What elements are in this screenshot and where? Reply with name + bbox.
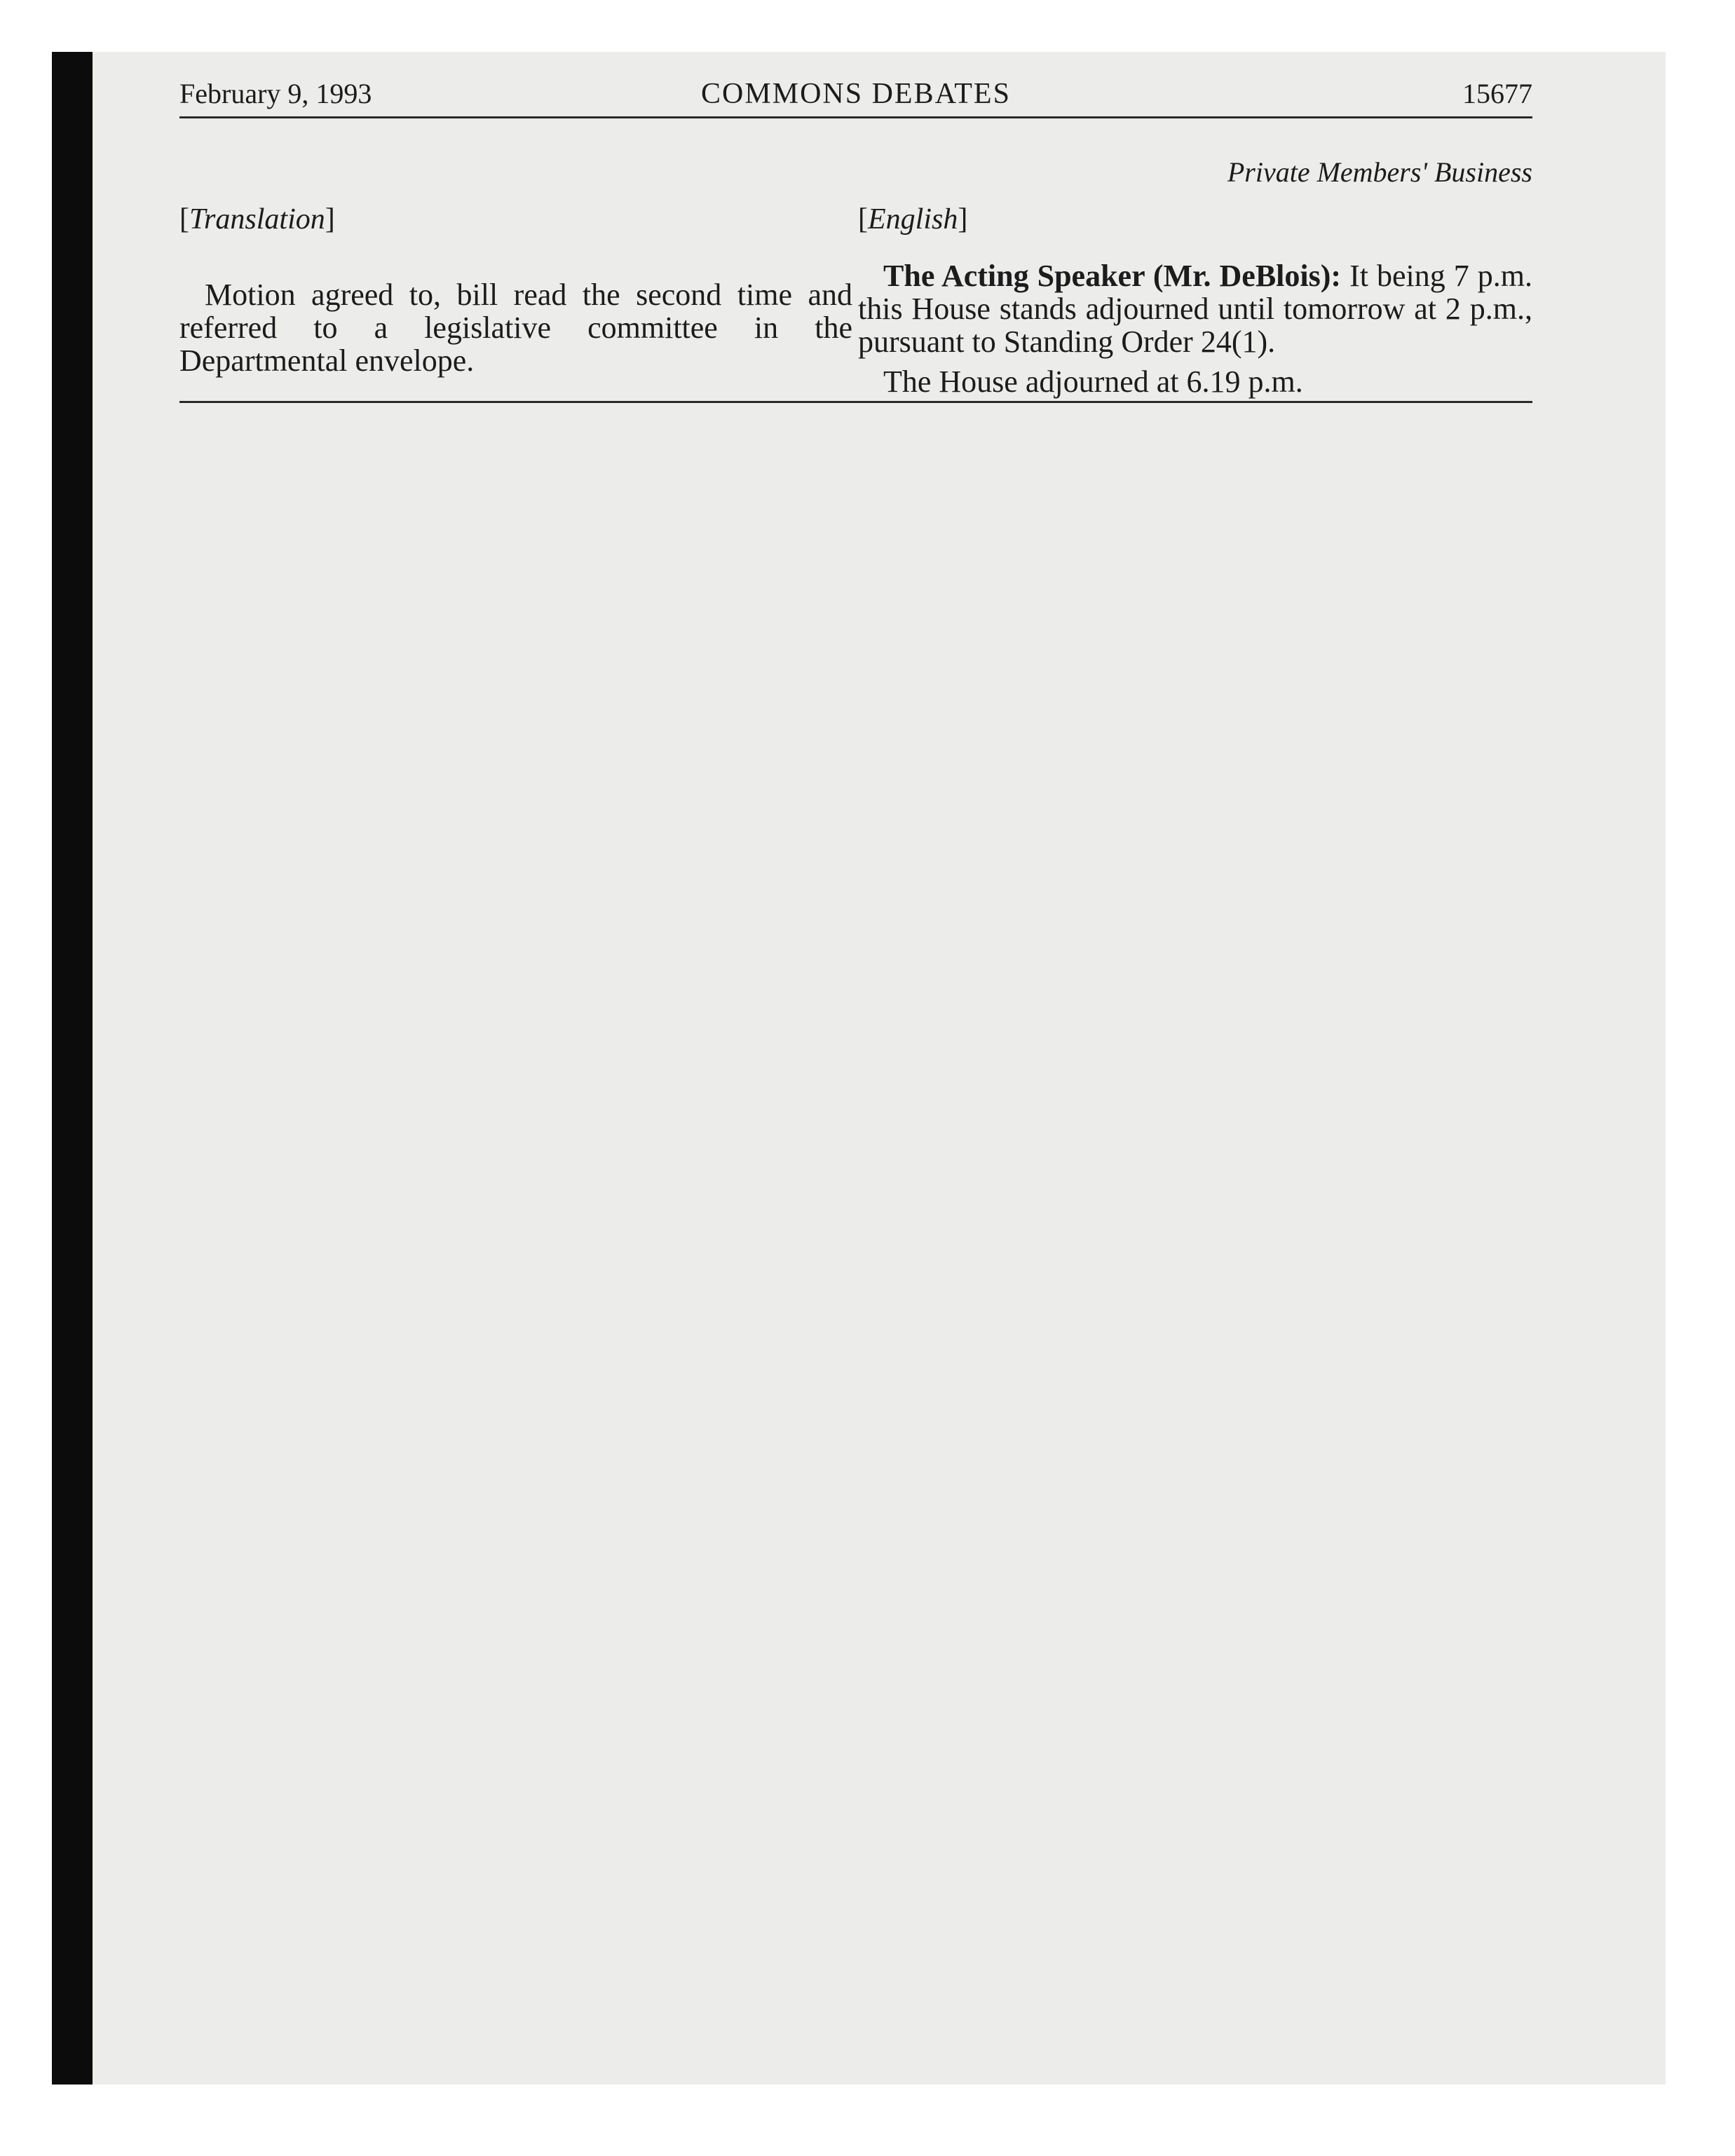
english-tag-label: English xyxy=(868,203,958,236)
right-column xyxy=(858,203,1532,398)
running-head: Private Members' Business xyxy=(1227,156,1532,188)
speaker-paragraph xyxy=(858,259,1532,358)
translation-tag-label: Translation xyxy=(189,203,325,236)
page-header xyxy=(179,77,1532,116)
motion-paragraph: Motion agreed to, bill read the second time and referred to a legislative committee in the Departmental envelope. xyxy=(179,278,852,378)
header-page-number: 15677 xyxy=(1462,78,1532,109)
header-date: February 9, 1993 xyxy=(179,78,372,109)
footer-rule xyxy=(179,401,1532,403)
speaker-name: The Acting Speaker (Mr. DeBlois): xyxy=(883,259,1342,293)
english-tag: [English] xyxy=(858,203,968,236)
adjournment-paragraph: The House adjourned at 6.19 p.m. xyxy=(883,364,1303,399)
scan-edge-shadow xyxy=(52,52,93,2085)
header-title: COMMONS DEBATES xyxy=(701,78,1011,110)
header-rule xyxy=(179,116,1532,118)
left-column xyxy=(179,203,852,377)
translation-tag: [Translation] xyxy=(179,203,335,236)
speaker-speech: It being 7 p.m. this House stands adjourned until tomorrow at 2 p.m., pursuant to Standing Order 24(1). xyxy=(858,259,1532,359)
